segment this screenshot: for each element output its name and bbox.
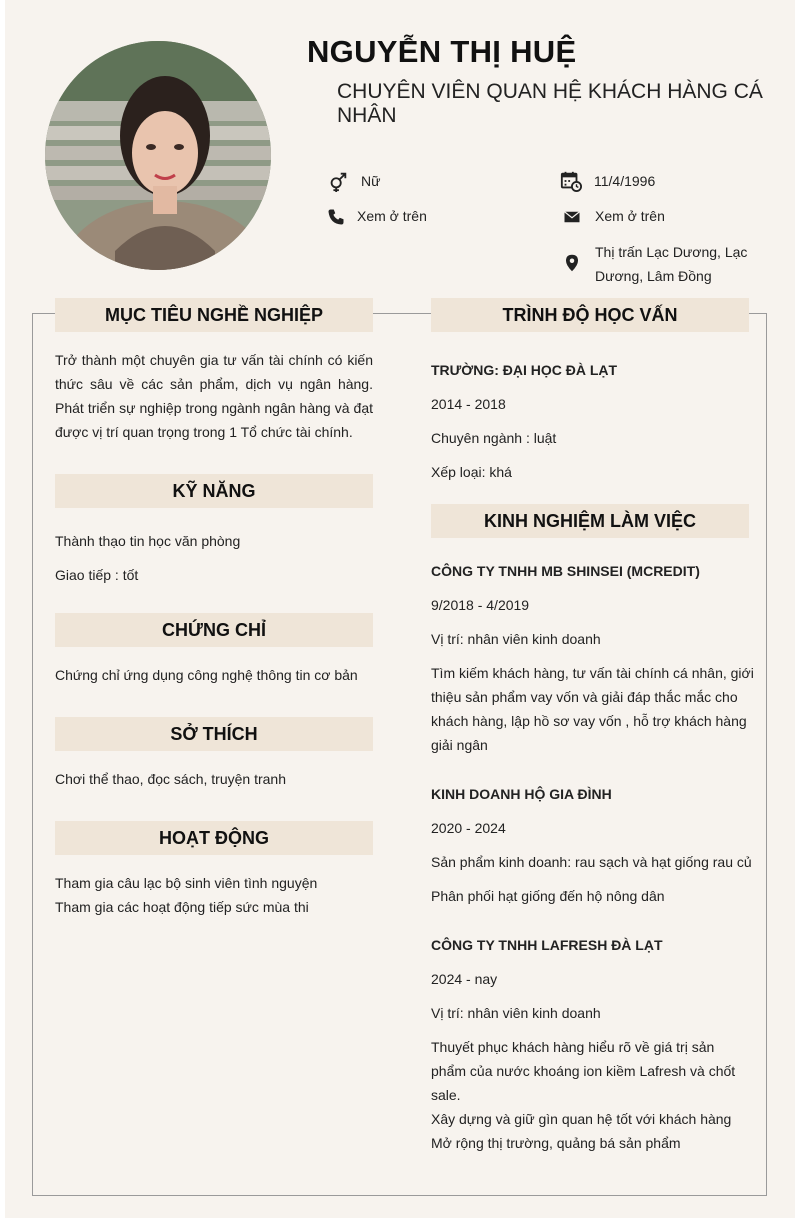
job-item [431, 782, 771, 908]
job-description-line: sale. [431, 1087, 461, 1103]
profile-photo [45, 41, 271, 270]
education-rank: Xếp loại: khá [431, 464, 512, 480]
email-row [563, 206, 665, 228]
certificate-item: Chứng chỉ ứng dụng công nghệ thông tin cơ bản [55, 667, 358, 683]
education-period: 2014 - 2018 [431, 396, 506, 412]
gender-row [327, 170, 380, 192]
phone-value: Xem ở trên [357, 208, 427, 224]
skill-item: Giao tiếp : tốt [55, 567, 139, 583]
calendar-icon [560, 170, 582, 192]
location-icon [563, 252, 581, 274]
activities-heading: HOẠT ĐỘNG [55, 821, 373, 855]
job-description-line: phẩm của nước khoáng ion kiềm Lafresh và chốt [431, 1063, 736, 1079]
education-block [431, 353, 761, 489]
address-line-1: Thị trấn Lạc Dương, Lạc [595, 244, 748, 260]
phone-icon [327, 206, 345, 228]
job-description-line: Tìm kiếm khách hàng, tư vấn tài chính cá nhân, giới [431, 665, 754, 681]
objective-line: Trở thành một chuyên gia tư vấn tài chính có kiến [55, 352, 373, 368]
objective-text [55, 348, 373, 444]
job-description [431, 1035, 761, 1155]
job-description-line: thiệu sản phẩm vay vốn và giải đáp thắc mắc cho [431, 689, 738, 705]
objective-line: Phát triển sự nghiệp trong ngành ngân hàng và đạt [55, 400, 373, 416]
activity-item: Tham gia các hoạt động tiếp sức mùa thi [55, 899, 309, 915]
job-description-line: Sản phẩm kinh doanh: rau sạch và hạt giống rau củ [431, 854, 752, 870]
cv-page [5, 0, 795, 1218]
skills-list [55, 524, 373, 592]
job-company: KINH DOANH HỘ GIA ĐÌNH [431, 786, 612, 802]
job-company: CÔNG TY TNHH LAFRESH ĐÀ LẠT [431, 937, 663, 953]
objective-line: thức sâu về các sản phẩm, dịch vụ ngân hàng. [55, 376, 373, 392]
objective-heading: MỤC TIÊU NGHỀ NGHIỆP [55, 298, 373, 332]
birthday-value: 11/4/1996 [594, 173, 656, 189]
address-line-2: Dương, Lâm Đồng [595, 268, 712, 284]
activities-list [55, 871, 373, 919]
gender-value: Nữ [361, 173, 381, 189]
job-role: Vị trí: nhân viên kinh doanh [431, 1005, 601, 1021]
job-description-line: giải ngân [431, 737, 488, 753]
education-major: Chuyên ngành : luật [431, 430, 557, 446]
job-description-line: Thuyết phục khách hàng hiểu rõ về giá trị sản [431, 1039, 715, 1055]
phone-row [327, 206, 427, 228]
job-company: CÔNG TY TNHH MB SHINSEI (MCREDIT) [431, 563, 700, 579]
email-value: Xem ở trên [595, 208, 665, 224]
job-description-line: khách hàng, lập hồ sơ vay vốn , hỗ trợ khách hàng [431, 713, 747, 729]
job-period: 2020 - 2024 [431, 820, 506, 836]
objective-line: được vị trí quan trọng trong 1 Tổ chức tài chính. [55, 424, 353, 440]
experience-heading: KINH NGHIỆM LÀM VIỆC [431, 504, 749, 538]
job-item [431, 559, 761, 757]
job-role: Vị trí: nhân viên kinh doanh [431, 631, 601, 647]
job-item [431, 933, 761, 1155]
activity-item: Tham gia câu lạc bộ sinh viên tình nguyện [55, 875, 318, 891]
address-row [563, 240, 747, 288]
school-name: TRƯỜNG: ĐẠI HỌC ĐÀ LẠT [431, 362, 618, 378]
gender-icon [327, 170, 349, 192]
job-period: 2024 - nay [431, 971, 498, 987]
skill-item: Thành thạo tin học văn phòng [55, 533, 241, 549]
candidate-name: NGUYỄN THỊ HUỆ [307, 34, 577, 69]
hobby-item: Chơi thể thao, đọc sách, truyện tranh [55, 771, 286, 787]
certificates-heading: CHỨNG CHỈ [55, 613, 373, 647]
job-description-line: Phân phối hạt giống đến hộ nông dân [431, 888, 665, 904]
education-heading: TRÌNH ĐỘ HỌC VẤN [431, 298, 749, 332]
job-description [431, 661, 761, 757]
address-value [595, 240, 747, 288]
job-description-line: Xây dựng và giữ gìn quan hệ tốt với khách hàng [431, 1111, 732, 1127]
job-period: 9/2018 - 4/2019 [431, 597, 530, 613]
job-description-line: Mở rộng thị trường, quảng bá sản phẩm [431, 1135, 681, 1151]
mail-icon [563, 206, 581, 228]
birthday-row [560, 170, 655, 192]
candidate-position: CHUYÊN VIÊN QUAN HỆ KHÁCH HÀNG CÁ NHÂN [337, 80, 763, 127]
skills-heading: KỸ NĂNG [55, 474, 373, 508]
portrait-image [45, 41, 271, 270]
hobbies-heading: SỞ THÍCH [55, 717, 373, 751]
